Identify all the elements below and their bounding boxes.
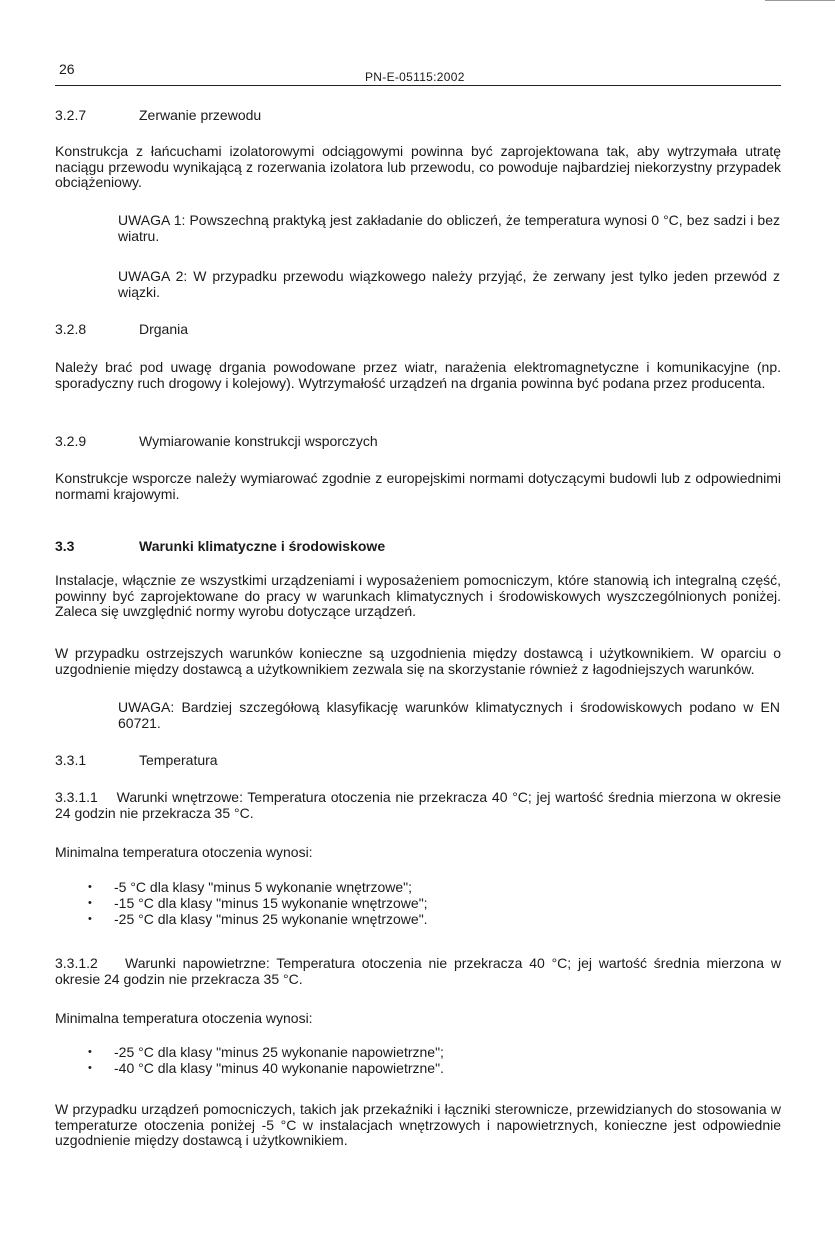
heading-3-2-9 [55,434,781,450]
section-number: 3.3 [55,538,75,554]
paragraph-3-2-9: Konstrukcje wsporcze należy wymiarować zgodnie z europejskimi normami dotyczącymi budowli lub z odpowiednimi normami krajowymi. [55,470,781,502]
indoor-temperature-list [88,879,588,927]
paragraph-3-2-8: Należy brać pod uwagę drgania powodowane przez wiatr, narażenia elektromagnetyczne i komunikacyjne (np. sporadyczny ruch drogowy i kolejowy). Wytrzymałość urządzeń na drgania powinna być podana przez producenta. [55,359,781,391]
heading-3-2-7 [55,108,781,124]
note-2: UWAGA 2: W przypadku przewodu wiązkowego należy przyjąć, że zerwany jest tylko jeden przewód z wiązki. [118,268,780,300]
section-number: 3.2.8 [55,321,87,337]
page-header [55,62,781,84]
paragraph-text: Warunki napowietrzne: Temperatura otoczenia nie przekracza 40 °C; jej wartość średnia mierzona w okresie 24 godzin nie przekracza 35 °C. [55,955,781,987]
list-item: • -5 °C dla klasy "minus 5 wykonanie wnętrzowe"; [88,879,588,895]
section-title: Zerwanie przewodu [139,107,262,123]
heading-3-2-8 [55,322,781,338]
list-item: • -25 °C dla klasy "minus 25 wykonanie napowietrzne"; [88,1044,588,1060]
page-number: 26 [59,61,75,77]
section-number: 3.3.1 [55,752,87,768]
document-id: PN-E-05115:2002 [365,70,465,84]
list-item: • -40 °C dla klasy "minus 40 wykonanie napowietrzne". [88,1060,588,1076]
list-item: • -25 °C dla klasy "minus 25 wykonanie wnętrzowe". [88,911,588,927]
section-title: Drgania [139,321,189,337]
section-number: 3.3.1.2 [55,955,98,971]
note-3-3: UWAGA: Bardziej szczegółową klasyfikację warunków klimatycznych i środowiskowych podano w EN 60721. [118,699,780,731]
section-number: 3.2.9 [55,433,87,449]
section-title: Temperatura [139,752,218,768]
section-title: Wymiarowanie konstrukcji wsporczych [139,433,378,449]
paragraph-3-3-1-2 [55,956,781,987]
paragraph-3-3-a: Instalacje, włącznie ze wszystkimi urządzeniami i wyposażeniem pomocniczym, które stanowią ich integralną część, powinny być zaprojektowane do pracy w warunkach klimatycznych i środowiskowych wyszczególnionych poniżej. Zaleca się uwzględnić normy wyrobu dotyczące urządzeń. [55,572,781,619]
heading-3-3 [55,539,781,555]
header-rule [55,85,781,86]
paragraph-closing: W przypadku urządzeń pomocniczych, takich jak przekaźniki i łączniki sterownicze, przewidzianych do stosowania w temperaturze otoczenia poniżej -5 °C w instalacjach wnętrzowych i napowietrznych, konieczne jest odpowiednie uzgodnienie między dostawcą i użytkownikiem. [55,1101,781,1148]
paragraph-3-2-7: Konstrukcja z łańcuchami izolatorowymi odciągowymi powinna być zaprojektowana tak, aby wytrzymała utratę naciągu przewodu wynikającą z rozerwania izolatora lub przewodu, co powoduje najbardziej niekorzystny przypadek obciążeniowy. [55,143,781,190]
section-title: Warunki klimatyczne i środowiskowe [139,538,386,554]
paragraph-text: Warunki wnętrzowe: Temperatura otoczenia nie przekracza 40 °C; jej wartość średnia mierzona w okresie 24 godzin nie przekracza 35 °C. [55,789,781,821]
list-item: • -15 °C dla klasy "minus 15 wykonanie wnętrzowe"; [88,895,588,911]
corner-rule [765,0,835,1]
section-number: 3.3.1.1 [55,789,98,805]
min-temp-label-indoor: Minimalna temperatura otoczenia wynosi: [55,844,313,860]
paragraph-3-3-b: W przypadku ostrzejszych warunków konieczne są uzgodnienia między dostawcą i użytkownikiem. W oparciu o uzgodnienie między dostawcą a użytkownikiem zezwala się na skorzystanie również z łagodniejszych warunków. [55,645,781,677]
section-number: 3.2.7 [55,107,87,123]
paragraph-3-3-1-1 [55,790,781,821]
min-temp-label-outdoor: Minimalna temperatura otoczenia wynosi: [55,1010,313,1026]
note-1: UWAGA 1: Powszechną praktyką jest zakładanie do obliczeń, że temperatura wynosi 0 °C, bez sadzi i bez wiatru. [118,212,780,244]
outdoor-temperature-list [88,1044,588,1076]
heading-3-3-1 [55,753,781,769]
